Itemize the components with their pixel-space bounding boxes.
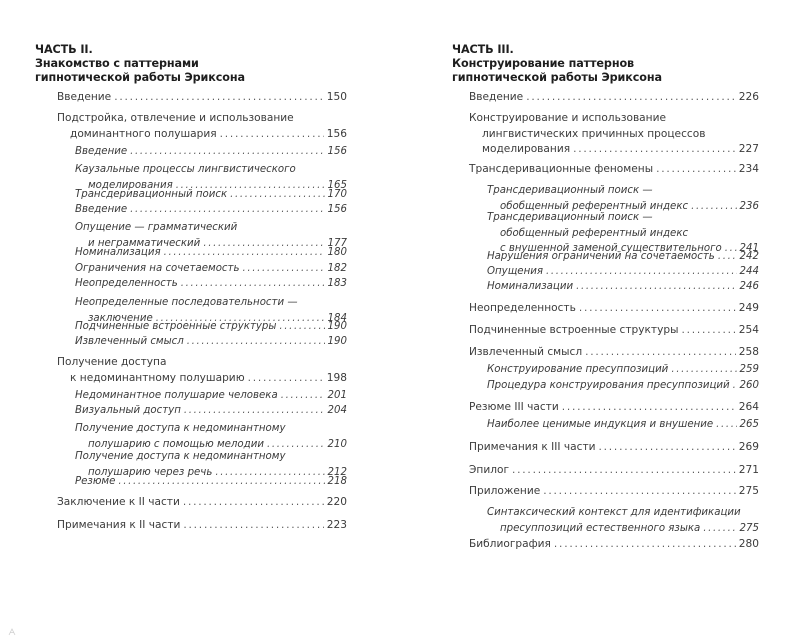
toc-entry-title: Визуальный доступ	[75, 405, 181, 416]
dot-leader	[733, 378, 737, 394]
page-number: 246	[739, 281, 759, 292]
toc-entry-line	[469, 537, 759, 553]
page-number: 275	[739, 522, 759, 534]
part-title-line-1: Конструирование паттернов	[452, 57, 635, 70]
toc-entry-line	[57, 90, 347, 106]
toc-entry	[75, 319, 347, 335]
toc-entry	[487, 249, 759, 265]
toc-entry	[469, 90, 759, 106]
toc-entry	[469, 463, 759, 479]
page-number: 280	[738, 538, 759, 550]
dot-leader	[562, 400, 736, 416]
page-number: 212	[327, 466, 347, 478]
toc-entry-line	[57, 127, 347, 143]
part-label: ЧАСТЬ II.	[35, 43, 93, 56]
toc-entry	[75, 421, 347, 452]
toc-entry-title: Примечания к II части	[57, 519, 181, 531]
corner-mark-icon	[8, 628, 16, 636]
dot-leader	[681, 323, 735, 339]
toc-entry-title: Трансдеривационный поиск —	[487, 185, 653, 196]
toc-entry-line	[57, 518, 347, 534]
toc-entry	[469, 162, 759, 178]
toc-entry-line	[487, 183, 759, 199]
toc-entry-title: Конструирование и использование	[469, 112, 667, 124]
toc-entry-title: Трансдеривационный поиск	[75, 189, 228, 200]
page-number: 177	[327, 237, 347, 249]
toc-entry-title: Введение	[57, 91, 112, 103]
toc-entry-line	[469, 127, 759, 143]
toc-entry-title: моделирования	[88, 179, 173, 191]
toc-entry-line	[469, 463, 759, 479]
dot-leader	[114, 90, 324, 106]
toc-entry-line	[57, 355, 347, 371]
page-number: 226	[738, 91, 759, 103]
page-number: 258	[738, 346, 759, 358]
toc-entry-line	[75, 474, 347, 490]
toc-entry-title: Получение доступа	[57, 356, 167, 368]
toc-entry	[469, 111, 759, 158]
toc-entry	[57, 90, 347, 106]
dot-leader	[703, 521, 736, 537]
toc-entry-title: Конструирование пресуппозиций	[487, 364, 669, 375]
dot-leader	[716, 417, 736, 433]
page-number: 204	[327, 405, 347, 416]
toc-entry-title: Неопределенность	[75, 278, 178, 289]
toc-entry-title: Синтаксический контекст для идентификации	[487, 507, 741, 518]
page-number: 150	[326, 91, 347, 103]
dot-leader	[656, 162, 736, 178]
toc-entry-line	[487, 226, 759, 242]
toc-entry	[75, 187, 347, 203]
toc-entry-title: Подчиненные встроенные структуры	[75, 321, 277, 332]
toc-entry	[75, 276, 347, 292]
toc-entry-line	[487, 249, 759, 265]
toc-entry-title: пресуппозиций естественного языка	[500, 522, 701, 534]
toc-entry-line	[469, 90, 759, 106]
page-number: 271	[738, 464, 759, 476]
dot-leader	[242, 261, 324, 277]
toc-entry	[57, 111, 347, 142]
toc-entry-line	[75, 449, 347, 465]
toc-entry	[469, 323, 759, 339]
toc-entry-line	[57, 111, 347, 127]
page-number: 264	[738, 401, 759, 413]
page-number: 184	[327, 312, 347, 324]
page-number: 170	[327, 189, 347, 200]
page-number: 249	[738, 302, 759, 314]
part-iii-heading	[452, 43, 662, 85]
toc-entry-line	[469, 111, 759, 127]
dot-leader	[512, 463, 736, 479]
toc-entry-line	[469, 323, 759, 339]
dot-leader	[546, 264, 737, 280]
toc-entry-title: Номинализация	[75, 247, 161, 258]
toc-entry	[487, 378, 759, 394]
toc-entry-line	[487, 210, 759, 226]
toc-entry-line	[487, 378, 759, 394]
dot-leader	[230, 187, 324, 203]
toc-entry-line	[75, 319, 347, 335]
toc-entry-title: с внушенной заменой существительного	[500, 243, 722, 254]
toc-entry-line	[469, 440, 759, 456]
toc-entry	[469, 345, 759, 361]
toc-entry	[487, 417, 759, 433]
toc-entry-title: Приложение	[469, 485, 541, 497]
toc-entry-line	[75, 245, 347, 261]
part-label: ЧАСТЬ III.	[452, 43, 514, 56]
toc-entry-line	[469, 301, 759, 317]
toc-entry-line	[469, 142, 759, 158]
toc-entry-title: Каузальные процессы лингвистического	[75, 164, 296, 175]
toc-entry-line	[75, 187, 347, 203]
page-number: 242	[739, 251, 759, 262]
toc-entry-line	[487, 521, 759, 537]
toc-entry-title: заключение	[88, 312, 153, 324]
toc-entry	[469, 400, 759, 416]
toc-entry-line	[75, 202, 347, 218]
toc-entry-title: обобщенный референтный индекс	[500, 227, 689, 239]
toc-entry	[469, 537, 759, 553]
toc-entry-title: Неопределенность	[469, 302, 576, 314]
page-number: 156	[326, 127, 347, 140]
toc-entry-line	[487, 417, 759, 433]
dot-leader	[118, 474, 324, 490]
toc-entry-line	[487, 264, 759, 280]
dot-leader	[183, 518, 323, 534]
toc-entry	[469, 440, 759, 456]
toc-entry-line	[75, 220, 347, 236]
dot-leader	[130, 144, 324, 160]
toc-entry-title: Введение	[75, 204, 128, 215]
page-number: 254	[738, 324, 759, 336]
page-number: 165	[327, 179, 347, 191]
part-ii-heading	[35, 43, 245, 85]
toc-entry-line	[57, 371, 347, 387]
page-number: 265	[739, 419, 759, 430]
dot-leader	[554, 537, 736, 553]
toc-entry-title: Извлеченный смысл	[75, 336, 184, 347]
page-number: 223	[326, 519, 347, 531]
dot-leader	[671, 362, 736, 378]
dot-leader	[279, 319, 324, 335]
left-page-toc	[35, 0, 347, 640]
dot-leader	[599, 440, 736, 456]
toc-entry-line	[487, 505, 759, 521]
toc-entry	[469, 301, 759, 317]
toc-entry-title: Подстройка, отвлечение и использование	[57, 112, 294, 124]
dot-leader	[576, 279, 736, 295]
toc-entry-title: Примечания к III части	[469, 441, 596, 453]
toc-entry-title: доминантного полушария	[70, 127, 217, 140]
toc-entry-title: Эпилог	[469, 464, 510, 476]
toc-entry-line	[75, 388, 347, 404]
toc-entry	[487, 505, 759, 536]
toc-entry	[75, 474, 347, 490]
dot-leader	[164, 245, 325, 261]
page-number: 201	[327, 390, 347, 401]
page-number: 234	[738, 163, 759, 175]
toc-entry-title: полушарию с помощью мелодии	[88, 438, 264, 450]
page-number: 190	[327, 321, 347, 332]
page-number: 156	[327, 146, 347, 157]
page-number: 260	[739, 380, 759, 391]
toc-entry-title: Недоминантное полушарие человека	[75, 390, 278, 401]
toc-entry-title: Заключение к II части	[57, 496, 180, 508]
toc-entry-line	[469, 400, 759, 416]
page-number: 236	[739, 200, 759, 212]
right-page-toc	[452, 0, 759, 640]
toc-entry-line	[75, 261, 347, 277]
toc-entry	[487, 279, 759, 295]
page-number: 218	[327, 476, 347, 487]
toc-entry-line	[469, 345, 759, 361]
dot-leader	[220, 127, 324, 143]
dot-leader	[181, 276, 325, 292]
toc-entry	[75, 388, 347, 404]
toc-entry-line	[469, 162, 759, 178]
toc-entry-line	[75, 276, 347, 292]
toc-entry	[75, 202, 347, 218]
toc-entry	[75, 245, 347, 261]
toc-entry	[487, 362, 759, 378]
toc-entry-title: Трансдеривационные феномены	[469, 163, 654, 175]
toc-entry	[57, 495, 347, 511]
toc-entry-line	[469, 484, 759, 500]
page-number: 275	[738, 485, 759, 497]
dot-leader	[579, 301, 736, 317]
toc-entry-title: Библиография	[469, 538, 551, 550]
toc-entry-title: Резюме	[75, 476, 116, 487]
page-number: 244	[739, 266, 759, 277]
toc-entry	[487, 264, 759, 280]
dot-leader	[130, 202, 324, 218]
dot-leader	[187, 334, 325, 350]
toc-entry-title: Процедура конструирования пресуппозиций	[487, 380, 730, 391]
dot-leader	[183, 495, 324, 511]
toc-entry-line	[75, 162, 347, 178]
page-number: 198	[326, 371, 347, 384]
page-number: 190	[327, 336, 347, 347]
toc-entry	[75, 144, 347, 160]
toc-entry	[75, 261, 347, 277]
toc-entry-line	[75, 421, 347, 437]
page-number: 210	[327, 438, 347, 450]
dot-leader	[184, 403, 325, 419]
toc-entry-title: лингвистических причинных процессов	[482, 127, 706, 140]
toc-entry-title: обобщенный референтный индекс	[500, 200, 689, 212]
page-number: 156	[327, 204, 347, 215]
page-number: 269	[738, 441, 759, 453]
toc-entry-line	[75, 334, 347, 350]
page-number: 227	[738, 143, 759, 155]
toc-entry-title: моделирования	[482, 143, 571, 155]
dot-leader	[248, 371, 324, 387]
part-title-line-1: Знакомство с паттернами	[35, 57, 199, 70]
page-number: 180	[327, 247, 347, 258]
toc-entry-title: Получение доступа к недоминантному	[75, 451, 286, 462]
toc-entry-line	[75, 295, 347, 311]
toc-entry-title: Введение	[75, 146, 128, 157]
toc-entry-title: Опущения	[487, 266, 543, 277]
toc-entry-title: Введение	[469, 91, 524, 103]
toc-entry-title: Извлеченный смысл	[469, 346, 583, 358]
page-number: 259	[739, 364, 759, 375]
toc-entry-line	[75, 144, 347, 160]
toc-entry-title: Номинализации	[487, 281, 574, 292]
toc-entry	[469, 484, 759, 500]
dot-leader	[526, 90, 736, 106]
dot-leader	[585, 345, 736, 361]
page-number: 182	[327, 263, 347, 274]
part-title-line-2: гипнотической работы Эриксона	[452, 71, 662, 84]
toc-entry-title: и неграмматический	[88, 237, 201, 249]
dot-leader	[281, 388, 325, 404]
toc-entry	[75, 334, 347, 350]
part-title-line-2: гипнотической работы Эриксона	[35, 71, 245, 84]
toc-entry-title: Наиболее ценимые индукция и внушение	[487, 419, 714, 430]
toc-entry-title: Получение доступа к недоминантному	[75, 423, 286, 434]
page-number: 241	[739, 243, 759, 254]
toc-entry-title: Трансдеривационный поиск —	[487, 212, 653, 223]
toc-entry	[75, 403, 347, 419]
toc-entry-line	[57, 495, 347, 511]
toc-entry-title: Подчиненные встроенные структуры	[469, 324, 679, 336]
dot-leader	[718, 249, 737, 265]
toc-entry-title: Опущение — грамматический	[75, 222, 238, 233]
toc-entry-title: Неопределенные последовательности —	[75, 297, 298, 308]
toc-entry-title: Резюме III части	[469, 401, 559, 413]
toc-entry	[57, 518, 347, 534]
toc-entry-line	[487, 279, 759, 295]
toc-entry-title: полушарию через речь	[88, 466, 213, 478]
toc-entry-title: к недоминантному полушарию	[70, 371, 245, 384]
toc-entry-title: Ограничения на сочетаемость	[75, 263, 240, 274]
toc-entry-line	[75, 403, 347, 419]
dot-leader	[573, 142, 736, 158]
page-number: 183	[327, 278, 347, 289]
toc-entry-line	[487, 362, 759, 378]
toc-entry	[57, 355, 347, 386]
toc-entry-title: Нарушения ограничений на сочетаемость	[487, 251, 715, 262]
page-number: 220	[326, 496, 347, 508]
dot-leader	[543, 484, 736, 500]
